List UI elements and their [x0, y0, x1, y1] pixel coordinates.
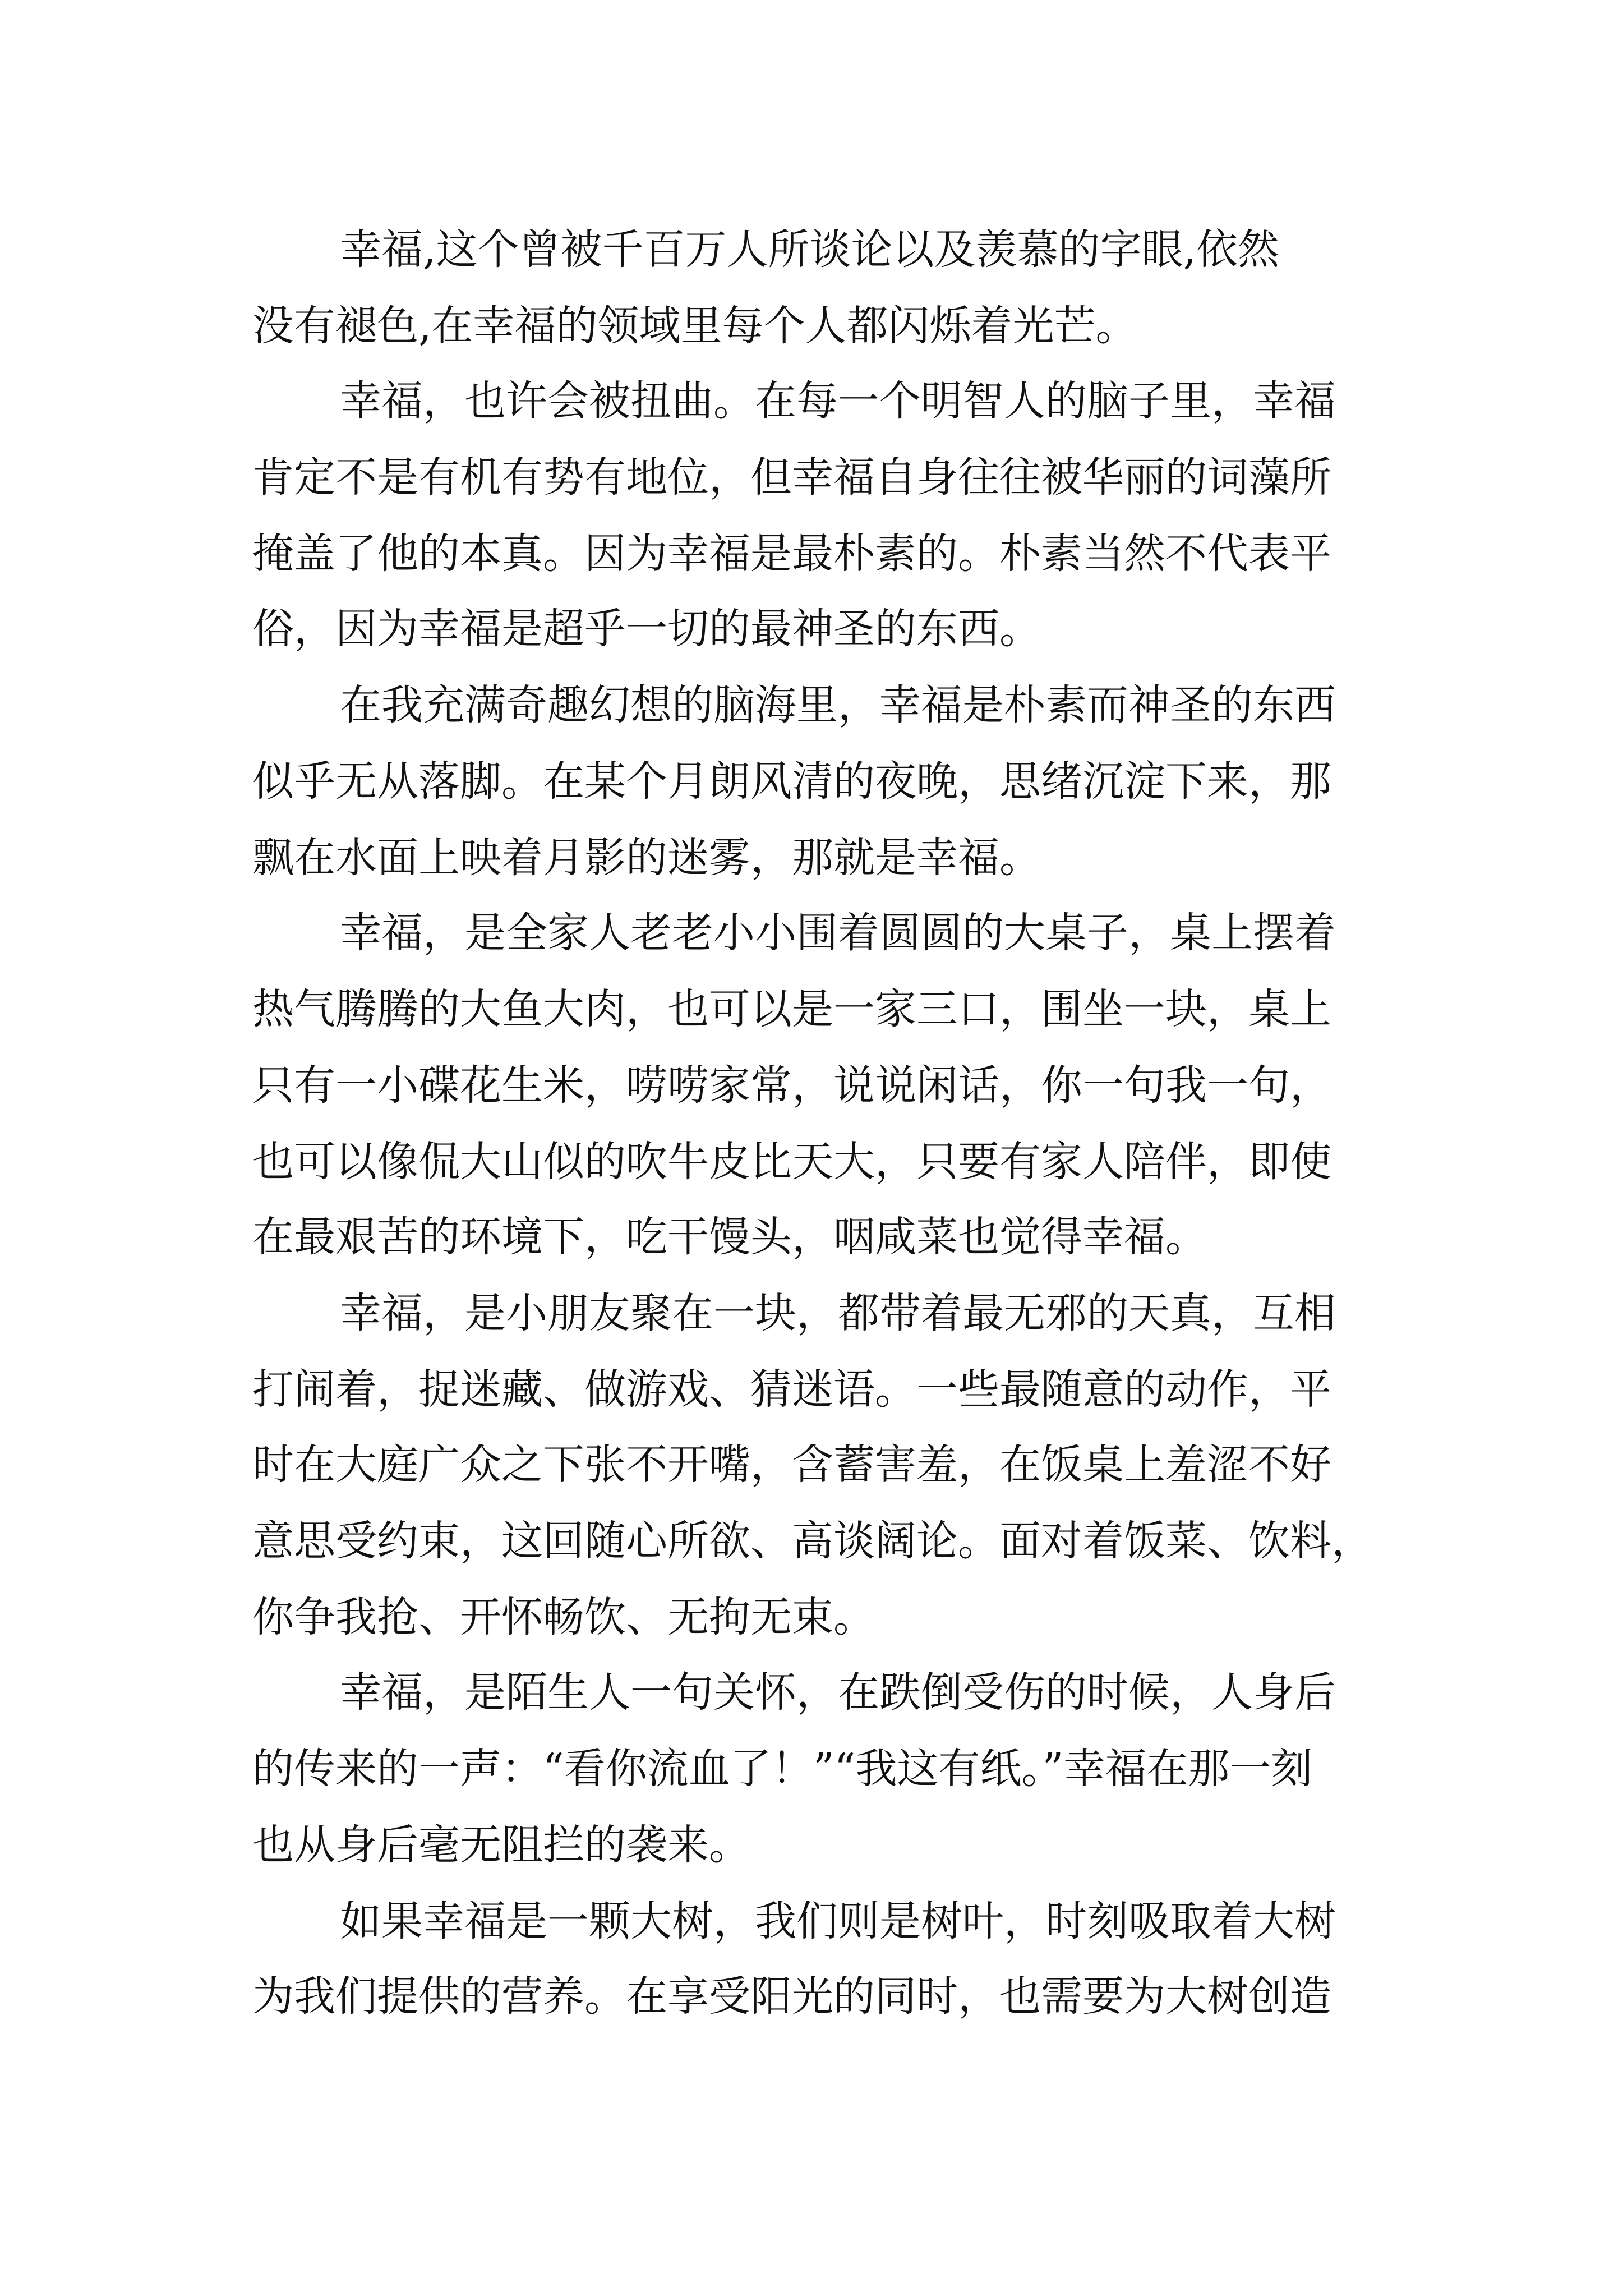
text-line-content: 飘在水面上映着月影的迷雾，那就是幸福。 [252, 834, 1041, 882]
text-line-content: 的传来的一声：“看你流血了！”“我这有纸。”幸福在那一刻 [252, 1745, 1313, 1793]
text-line-content: 幸福，是小朋友聚在一块，都带着最无邪的天真，互相 [340, 1289, 1336, 1337]
text-line [340, 1890, 1336, 1952]
text-line-content: 在我充满奇趣幻想的脑海里，幸福是朴素而神圣的东西 [340, 681, 1336, 729]
text-line [252, 1510, 1373, 1572]
text-line [340, 1662, 1336, 1723]
text-line-content: 时在大庭广众之下张不开嘴，含蓄害羞，在饭桌上羞涩不好 [252, 1441, 1331, 1489]
text-line-content: 意思受约束，这回随心所欲、高谈阔论。面对着饭菜、饮料， [252, 1517, 1373, 1565]
text-line-content: 幸福,这个曾被千百万人所谈论以及羡慕的字眼,依然 [340, 226, 1280, 274]
text-line-content: 也可以像侃大山似的吹牛皮比天大，只要有家人陪伴，即使 [252, 1138, 1331, 1186]
text-line-content: 肯定不是有机有势有地位，但幸福自身往往被华丽的词藻所 [252, 453, 1331, 501]
text-line [252, 827, 1041, 889]
text-line [340, 674, 1336, 736]
text-line [252, 1131, 1331, 1193]
text-line [252, 751, 1331, 812]
text-line [252, 1814, 750, 1876]
text-line [340, 370, 1336, 432]
text-line [252, 1738, 1312, 1800]
text-line [340, 902, 1336, 964]
text-line-content: 没有褪色,在幸福的领域里每个人都闪烁着光芒。 [252, 302, 1137, 350]
text-line [252, 1206, 1207, 1268]
text-line-content: 热气腾腾的大鱼大肉，也可以是一家三口，围坐一块，桌上 [252, 985, 1331, 1033]
text-line-content: 幸福，是陌生人一句关怀，在跌倒受伤的时候，人身后 [340, 1668, 1336, 1717]
text-line-content: 似乎无从落脚。在某个月朗风清的夜晚，思绪沉淀下来，那 [252, 757, 1331, 806]
text-line-content: 在最艰苦的环境下，吃干馒头，咽咸菜也觉得幸福。 [252, 1213, 1207, 1261]
text-line [252, 1359, 1331, 1420]
text-line [252, 1434, 1331, 1496]
text-line [252, 523, 1331, 585]
text-line-content: 为我们提供的营养。在享受阳光的同时，也需要为大树创造 [252, 1972, 1331, 2021]
text-line [340, 1282, 1336, 1344]
text-line [252, 1055, 1331, 1116]
text-line [252, 978, 1331, 1040]
text-line-content: 幸福，也许会被扭曲。在每一个明智人的脑子里，幸福 [340, 377, 1336, 425]
text-line [252, 447, 1331, 508]
text-line-content: 也从身后毫无阻拦的袭来。 [252, 1821, 750, 1869]
text-line-content: 俗，因为幸福是超乎一切的最神圣的东西。 [252, 605, 1041, 653]
text-line-content: 如果幸福是一颗大树，我们则是树叶，时刻吸取着大树 [340, 1897, 1336, 1945]
text-line [252, 598, 1041, 660]
text-line [252, 1966, 1331, 2027]
text-line [340, 219, 1279, 280]
text-line-content: 你争我抢、开怀畅饮、无拘无束。 [252, 1593, 875, 1641]
text-line [252, 1586, 875, 1648]
text-line-content: 只有一小碟花生米，唠唠家常，说说闲话，你一句我一句， [252, 1061, 1331, 1110]
text-line-content: 掩盖了他的本真。因为幸福是最朴素的。朴素当然不代表平 [252, 530, 1331, 578]
text-line [252, 295, 1137, 357]
text-line-content: 幸福，是全家人老老小小围着圆圆的大桌子，桌上摆着 [340, 909, 1336, 957]
text-line-content: 打闹着，捉迷藏、做游戏、猜迷语。一些最随意的动作，平 [252, 1365, 1331, 1414]
